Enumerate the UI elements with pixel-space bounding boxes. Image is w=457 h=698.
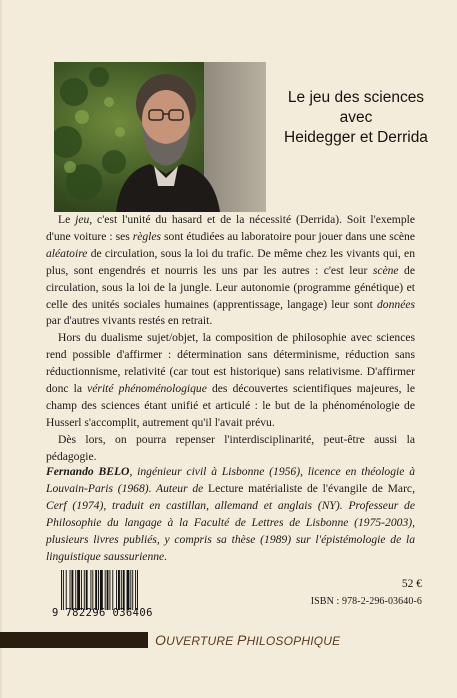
- italic-run: données: [377, 297, 415, 311]
- author-name: Fernando BELO: [46, 465, 130, 478]
- barcode-bar: [123, 570, 125, 610]
- barcode-bar: [107, 570, 109, 610]
- barcode-bar: [75, 570, 76, 610]
- series-bar-block: [0, 632, 148, 648]
- series-word: UVERTURE: [166, 634, 238, 648]
- blurb-paragraph-1: [46, 212, 415, 330]
- barcode-bar: [90, 570, 91, 610]
- barcode-bar: [105, 570, 106, 610]
- barcode-bar: [137, 570, 138, 610]
- italic-run: vérité phénoménologique: [87, 382, 207, 396]
- text-run: , Cerf (1974), traduit en castillan, allemand et anglais (NY). Professeur de Philosophie du langage à la Faculté de Lettres de Lisbonne (1975-2003), plusieurs livres publiés, y compris sa thèse (1989) sur l'épistémologie de la linguistique saussurienne.: [46, 481, 415, 563]
- barcode-bar: [77, 570, 80, 610]
- barcode-bar: [84, 570, 85, 610]
- text-run: des découvertes scientifiques majeures, le champ des sciences étant unifié et articulé : le but de la phénoménologie de Husserl s'accomplit, autrement qu'il l'avait prévu.: [46, 382, 415, 429]
- author-bio: [46, 464, 415, 565]
- isbn: ISBN : 978-2-296-03640-6: [310, 596, 422, 607]
- series-cap: P: [237, 632, 247, 648]
- barcode-bar: [121, 570, 122, 610]
- bio-paragraph: [46, 464, 415, 565]
- blurb-paragraph-3: Dès lors, on pourra repenser l'interdisciplinarité, peut-être aussi la pédagogie.: [46, 432, 415, 463]
- barcode-bar: [98, 570, 99, 610]
- barcode-bar: [70, 570, 71, 610]
- barcode-bar: [86, 570, 88, 610]
- barcode-bar: [116, 570, 117, 610]
- barcode-bars: [59, 570, 169, 610]
- text-run: de circulation, sous la loi du trafic. De même chez les vivants qui, en plus, sont engendrés et nourris les uns par les autres : c'est leur: [46, 246, 415, 277]
- barcode-bar: [109, 570, 110, 610]
- series-cap: O: [155, 632, 167, 648]
- price: 52 €: [401, 578, 422, 590]
- text-run: Le: [58, 213, 76, 226]
- barcode-bar: [81, 570, 82, 610]
- title-line-3: Heidegger et Derrida: [284, 129, 428, 146]
- barcode-bar: [130, 570, 131, 610]
- barcode-bar: [100, 570, 103, 610]
- italic-run: scène: [372, 263, 399, 277]
- title-line-2: avec: [339, 109, 373, 126]
- barcode-bar: [132, 570, 133, 610]
- barcode-bar: [61, 570, 62, 610]
- italic-run: jeu: [75, 213, 90, 226]
- barcode-bar: [71, 570, 73, 610]
- text-run: sont étudiées au laboratoire pour jouer dans une scène: [161, 229, 416, 243]
- series-name: [155, 632, 340, 648]
- text-run: Hors du dualisme sujet/objet, la composition de philosophie avec sciences rend possible d'affirmer : détermination sans déterminisme, réduction sans réductionnisme, relativité (car tout est historique) sans relativisme. D'affirmer donc la: [46, 331, 415, 396]
- barcode-bar: [95, 570, 97, 610]
- series-word: HILOSOPHIQUE: [246, 634, 341, 648]
- author-photo-image: [54, 62, 266, 212]
- blurb: [46, 212, 415, 466]
- barcode-bar: [63, 570, 64, 610]
- italic-run: règles: [132, 229, 162, 243]
- barcode-bar: [92, 570, 93, 610]
- title-line-1: Le jeu des sciences: [287, 89, 425, 106]
- text-run: , ingénieur civil à Lisbonne (1956), licence en théologie à Louvain-Paris (1968). Auteur de: [46, 465, 416, 495]
- barcode-digits: 9 782296 036406: [52, 607, 153, 619]
- barcode-bar: [112, 570, 113, 610]
- author-portrait: [54, 62, 266, 212]
- italic-run: aléatoire: [46, 246, 88, 260]
- barcode-bar: [135, 570, 136, 610]
- series-banner: [0, 632, 457, 648]
- barcode-bar: [127, 570, 130, 610]
- barcode-bar: [66, 570, 67, 610]
- text-run: de circulation, sous la loi de la jungle. Leur autonomie (programme génétique) et celle des unités sociales humaines (apprentissage, langage) leur sont: [46, 263, 415, 311]
- text-run: par d'autres vivants restés en retrait.: [46, 314, 213, 328]
- blurb-paragraph-2: [46, 330, 415, 431]
- barcode-bar: [118, 570, 120, 610]
- book-title: [268, 88, 444, 148]
- work-title: Lecture matérialiste de l'évangile de Marc: [208, 481, 413, 495]
- text-run: , c'est l'unité du hasard et de la nécessité (Derrida). Soit l'exemple d'une voiture : ses: [46, 213, 415, 243]
